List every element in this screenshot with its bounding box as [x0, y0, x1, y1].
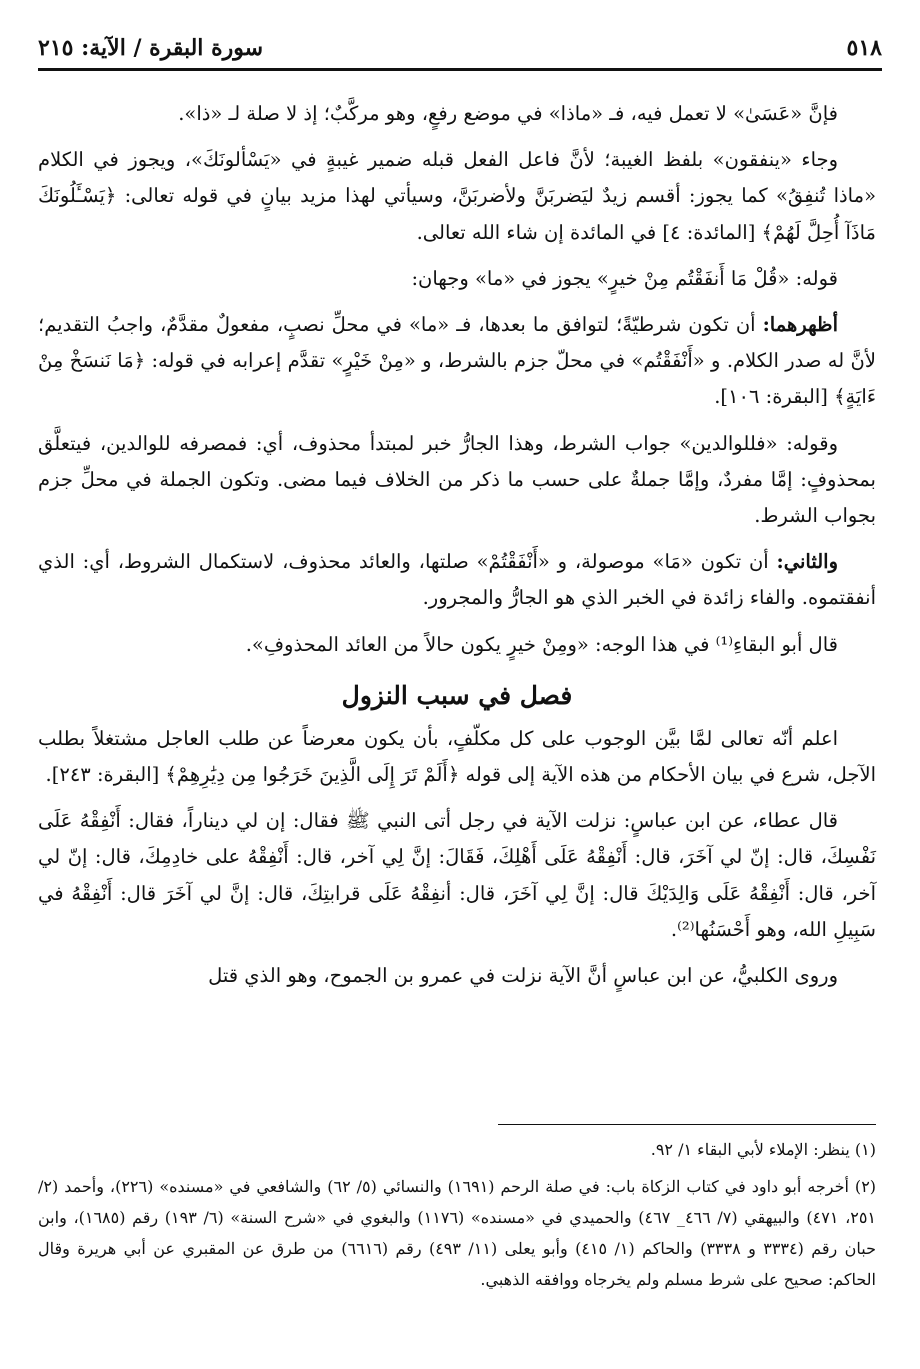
- footnote: (٢) أخرجه أبو داود في كتاب الزكاة باب: في صلة الرحم (١٦٩١) والنسائي (٥/ ٦٢) والشافعي في «مسنده» (٢٢٦)، وأحمد (٢/ ٢٥١، ٤٧١) والبيهقي (٧/ ٤٦٦_ ٤٦٧) والحميدي في «مسنده» (١١٧٦) والبغوي في «شرح السنة» (٦/ ١٩٣) رقم (١٦٨٥)، وابن حبان رقم (٣٣٣٤ و ٣٣٣٨) والحاكم (١/ ٤١٥) وأبو يعلى (١١/ ٤٩٣) رقم (٦٦١٦) من طرق عن المقبري عن أبي هريرة وقال الحاكم: صحيح على شرط مسلم ولم يخرجاه ووافقه الذهبي.: [38, 1177, 877, 1289]
- main-text: [38, 96, 876, 1004]
- first-aspect-text: أن تكون شرطيّةً؛ لتوافق ما بعدها، فـ «ما» في محلِّ نصبٍ، مفعولٌ مقدَّمٌ، واجبُ التقديم؛ لأنَّ له صدر الكلام. و «أَنْفَقْتُم» في محلّ جزم بالشرط، و «مِنْ خَيْرٍ» تقدَّم إعرابه في قوله: ﴿مَا نَنسَخْ مِنْ ءَايَةٍ﴾ [البقرة: ١٠٦].: [38, 313, 876, 409]
- paragraph: قال أبو البقاءِ⁽¹⁾ في هذا الوجه: «ومِنْ خيرٍ يكون حالاً من العائد المحذوفِ».: [245, 632, 838, 656]
- footnotes: [38, 1134, 876, 1301]
- second-aspect-paragraph: [38, 544, 876, 616]
- paragraph: قوله: «قُلْ مَا أَنفَقْتُم مِنْ خيرٍ» يجوز في «ما» وجهان:: [411, 266, 838, 290]
- paragraph: وجاء «ينفقون» بلفظ الغيبة؛ لأنَّ فاعل الفعل قبله ضمير غيبةٍ في «يَسْألونَكَ»، ويجوز في الكلام «ماذا تُنفِقُ» كما يجوز: أقسم زيدٌ ليَضربَنَّ ولأضربَنَّ، وسيأتي لهذا مزيد بيانٍ في قوله تعالى: ﴿يَسْـَٔلُونَكَ مَاذَآ أُحِلَّ لَهُمْ﴾ [المائدة: ٤] في المائدة إن شاء الله تعالى.: [38, 148, 876, 244]
- paragraph: وروى الكلبيُّ، عن ابن عباسٍ أنَّ الآية نزلت في عمرو بن الجموح، وهو الذي قتل: [208, 964, 838, 988]
- footnote: (١) ينظر: الإملاء لأبي البقاء ١/ ٩٢.: [650, 1140, 876, 1159]
- paragraph: فإنَّ «عَسَىٰ» لا تعمل فيه، فـ «ماذا» في موضع رفعٍ، وهو مركَّبٌ؛ إذ لا صلة لـ «ذا».: [178, 102, 838, 125]
- second-aspect-text: أن تكون «مَا» موصولة، و «أَنْفَقْتُمْ» صلتها، والعائد محذوف، لاستكمال الشروط، أي: الذي أنفقتموه. والفاء زائدة في الخبر الذي هو الجارُّ والمجرور.: [38, 550, 876, 610]
- paragraph: اعلم أنّه تعالى لمَّا بيَّن الوجوب على كل مكلّفٍ، بأن يكون معرضاً عن طلب العاجل مشتغلاً بطلب الآجل، شرع في بيان الأحكام من هذه الآية إلى قوله ﴿أَلَمْ تَرَ إِلَى الَّذِينَ خَرَجُوا مِن دِيَٰرِهِمْ﴾ [البقرة: ٢٤٣].: [38, 726, 876, 787]
- second-aspect-label: والثاني:: [776, 550, 838, 574]
- first-aspect-label: أظهرهما:: [762, 313, 838, 337]
- footnote-separator: [498, 1124, 876, 1125]
- section-title: فصل في سبب النزول: [341, 680, 573, 710]
- page-header: [38, 26, 882, 70]
- header-rule: [38, 68, 882, 71]
- running-title: سورة البقرة / الآية: ٢١٥: [38, 35, 264, 61]
- paragraph: قال عطاء، عن ابن عباسٍ: نزلت الآية في رجل أتى النبي ﷺ فقال: إن لي ديناراً، فقال: أَنْفِقْهُ عَلَى نَفْسِكَ، قال: إنّ لي آخَرَ، قال: أَنْفِقْهُ عَلَى أَهْلِكَ، فَقَالَ: إنَّ لِي آخر، قال: أَنْفِقْهُ على خادِمِكَ، قال: إنّ لي آخر، قال: أَنْفِقْهُ عَلَى وَالِدَيْكَ قال: إنَّ لِي آخَرَ، قال: أنفِقْهُ عَلَى قرابتِكَ، قال: إنَّ لي آخَرَ قال: أَنْفِقْهُ في سَبِيلِ الله، وهو أَحْسَنُها⁽²⁾.: [38, 809, 876, 941]
- first-aspect-paragraph: [38, 307, 876, 416]
- paragraph: وقوله: «فللوالدين» جواب الشرط، وهذا الجارُّ خبر لمبتدأ محذوف، أي: فمصرفه للوالدين، فيتعلَّق بمحذوفٍ: إمَّا مفردٌ، وإمَّا جملةٌ على حسب ما ذكر من الخلاف فيما مضى. وتكون الجملة في محلِّ جزم بجواب الشرط.: [38, 431, 876, 528]
- page-number: ٥١٨: [846, 35, 882, 61]
